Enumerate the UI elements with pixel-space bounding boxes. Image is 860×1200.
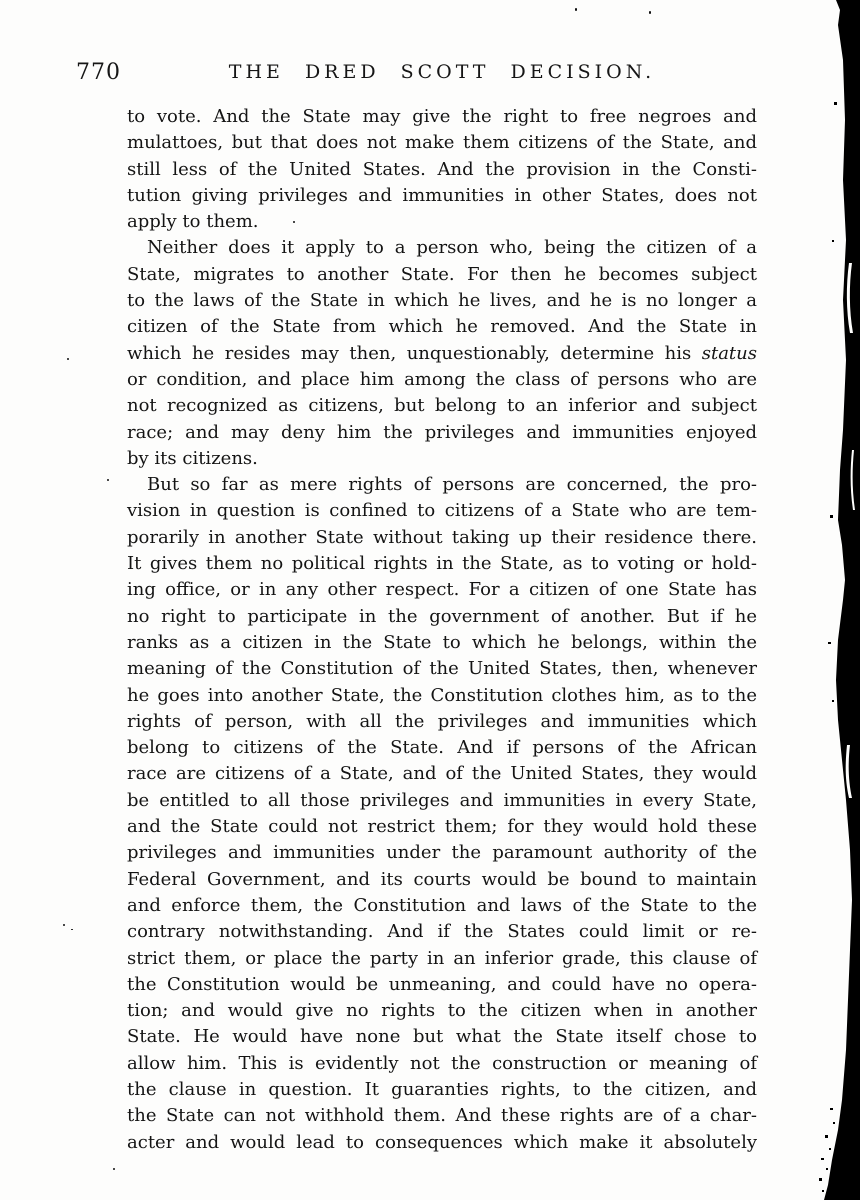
text-line: State. He would have none but what the State itself chose to <box>127 1026 757 1048</box>
text-line: he goes into another State, the Constitution clothes him, as to the <box>127 684 757 706</box>
text-line: acter and would lead to consequences which make it absolutely <box>127 1131 757 1153</box>
text-line: be entitled to all those privileges and immunities in every State, <box>127 789 757 811</box>
text-line: or condition, and place him among the class of persons who are <box>127 368 757 390</box>
paragraph <box>127 235 757 472</box>
text-line: rights of person, with all the privileges and immunities which <box>127 710 757 732</box>
text-line: and enforce them, the Constitution and laws of the State to the <box>127 894 757 916</box>
text-line: still less of the United States. And the provision in the Consti- <box>127 158 757 180</box>
scan-speck <box>107 479 109 481</box>
text-line: not recognized as citizens, but belong to an inferior and subject <box>127 395 757 417</box>
scan-speck <box>113 1168 115 1170</box>
text-line: strict them, or place the party in an inferior grade, this clause of <box>127 947 757 969</box>
text-line: and the State could not restrict them; for they would hold these <box>127 816 757 838</box>
text-line: ranks as a citizen in the State to which he belongs, within the <box>127 631 757 653</box>
text-line: to vote. And the State may give the right to free negroes and <box>127 106 757 127</box>
binding-edge-artifact <box>816 0 860 1200</box>
scan-speck <box>63 924 65 926</box>
text-line: But so far as mere rights of persons are concerned, the pro- <box>147 474 757 496</box>
scan-speck <box>575 8 577 11</box>
text-line: Federal Government, and its courts would be bound to maintain <box>127 868 757 890</box>
text-line: tion; and would give no rights to the citizen when in another <box>127 1000 757 1022</box>
text-line: State, migrates to another State. For then he becomes subject <box>127 263 757 285</box>
text-line: mulattoes, but that does not make them citizens of the State, and <box>127 132 757 154</box>
text-line: meaning of the Constitution of the United States, then, whenever <box>127 658 757 680</box>
text-line: belong to citizens of the State. And if persons of the African <box>127 737 757 759</box>
text-block <box>127 104 757 1156</box>
text-line: contrary notwithstanding. And if the States could limit or re- <box>127 921 757 943</box>
text-line: which he resides may then, unquestionably, determine his status <box>127 342 757 364</box>
paragraph <box>127 472 757 1156</box>
text-line: no right to participate in the government of another. But if he <box>127 605 757 627</box>
text-line: ing office, or in any other respect. For a citizen of one State has <box>127 579 757 601</box>
text-line: porarily in another State without taking up their residence there. <box>127 526 757 548</box>
page-number: 770 <box>76 60 121 85</box>
text-line: It gives them no political rights in the State, as to voting or hold- <box>127 553 757 575</box>
text-line: race are citizens of a State, and of the United States, they would <box>127 763 757 785</box>
text-line: Neither does it apply to a person who, being the citizen of a <box>147 237 757 259</box>
scan-speck <box>293 221 295 223</box>
text-line: tution giving privileges and immunities in other States, does not <box>127 184 757 206</box>
text-line: vision in question is confined to citizens of a State who are tem- <box>127 500 757 522</box>
text-line: allow him. This is evidently not the construction or meaning of <box>127 1052 757 1074</box>
text-line: race; and may deny him the privileges and immunities enjoyed <box>127 421 757 443</box>
scan-speck <box>67 358 69 360</box>
text-line: to the laws of the State in which he lives, and he is no longer a <box>127 290 757 312</box>
running-title: THE DRED SCOTT DECISION. <box>228 61 656 83</box>
paragraph <box>127 104 757 235</box>
text-line: privileges and immunities under the paramount authority of the <box>127 842 757 864</box>
text-line: the Constitution would be unmeaning, and could have no opera- <box>127 973 757 995</box>
text-line: the State can not withhold them. And these rights are of a char- <box>127 1105 757 1127</box>
scan-speck <box>649 11 651 14</box>
scan-speck <box>71 929 73 930</box>
text-line: citizen of the State from which he removed. And the State in <box>127 316 757 338</box>
text-line: by its citizens. <box>127 447 258 469</box>
text-line: the clause in question. It guaranties rights, to the citizen, and <box>127 1078 757 1100</box>
text-line: apply to them. <box>127 211 259 233</box>
